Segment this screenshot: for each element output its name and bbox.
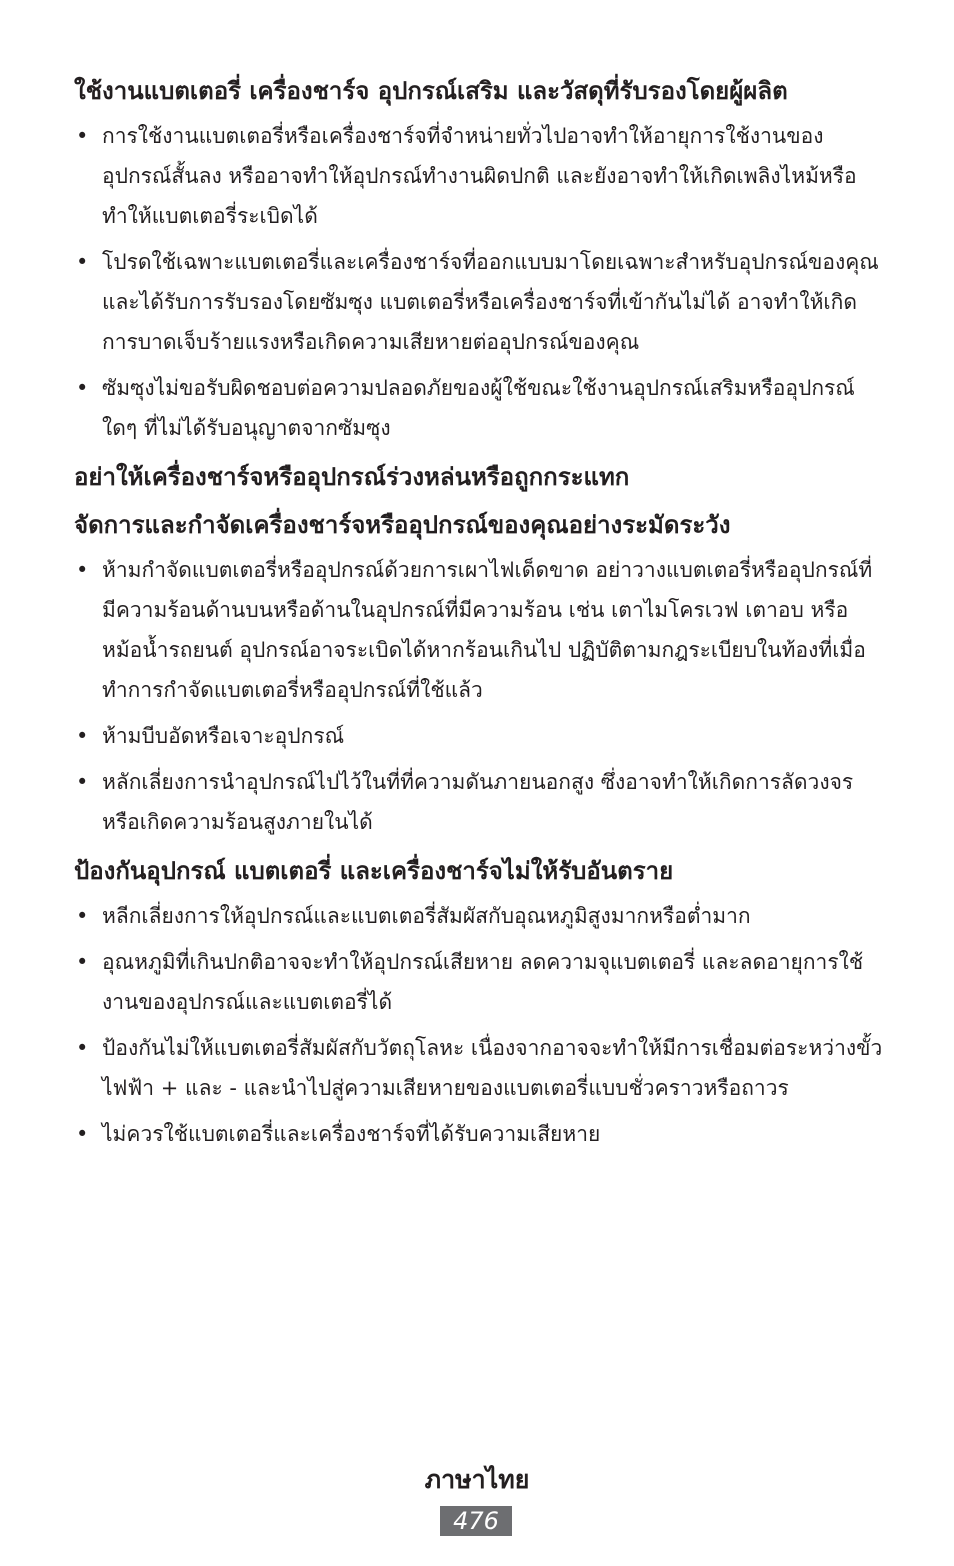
bullet-dot: • [76,124,89,148]
section-manufacturer-approved [74,72,884,448]
list-item-text: อุณหภูมิที่เกินปกติอาจจะทำให้อุปกรณ์เสียหาย ลดความจุแบตเตอรี่ และลดอายุการใช้งานของอุปกรณ์และแบตเตอรี่ได้ [102,950,864,1014]
list-item [74,896,884,936]
section-drop-warning [74,458,884,496]
bullet-dot: • [76,1036,89,1060]
list-item-text: ห้ามกำจัดแบตเตอรี่หรืออุปกรณ์ด้วยการเผาไฟเด็ดขาด อย่าวางแบตเตอรี่หรืออุปกรณ์ที่มีความร้อนด้านบนหรือด้านในอุปกรณ์ที่มีความร้อน เช่น เตาไมโครเวฟ เตาอบ หรือหม้อน้ำรถยนต์ อุปกรณ์อาจระเบิดได้หากร้อนเกินไป ปฏิบัติตามกฎระเบียบในท้องที่เมื่อทำการกำจัดแบตเตอรี่หรืออุปกรณ์ที่ใช้แล้ว [102,558,873,702]
bullet-list [74,896,884,1154]
list-item [74,716,884,756]
bullet-dot: • [76,1122,89,1146]
list-item [74,116,884,236]
list-item-text: ห้ามบีบอัดหรือเจาะอุปกรณ์ [102,724,345,748]
section-heading: ใช้งานแบตเตอรี่ เครื่องชาร์จ อุปกรณ์เสริม และวัสดุที่รับรองโดยผู้ผลิต [74,77,788,105]
footer-language-label: ภาษาไทย [424,1465,530,1494]
list-item [74,242,884,362]
section-heading: จัดการและกำจัดเครื่องชาร์จหรืออุปกรณ์ของคุณอย่างระมัดระวัง [74,511,731,539]
bullet-dot: • [76,770,89,794]
list-item [74,1028,884,1108]
list-item [74,368,884,448]
section-heading: อย่าให้เครื่องชาร์จหรืออุปกรณ์ร่วงหล่นหรือถูกกระแทก [74,463,630,491]
section-heading: ป้องกันอุปกรณ์ แบตเตอรี่ และเครื่องชาร์จไม่ให้รับอันตราย [74,857,674,885]
list-item-text: ไม่ควรใช้แบตเตอรี่และเครื่องชาร์จที่ได้รับความเสียหาย [102,1122,601,1146]
bullet-dot: • [76,558,89,582]
list-item-text: ป้องกันไม่ให้แบตเตอรี่สัมผัสกับวัตถุโลหะ เนื่องจากอาจจะทำให้มีการเชื่อมต่อระหว่างขั้วไฟฟ้า + และ - และนำไปสู่ความเสียหายของแบตเตอรี่แบบชั่วคราวหรือถาวร [102,1036,883,1100]
bullet-dot: • [76,250,89,274]
page-number-badge: 476 [440,1506,512,1536]
list-item-text: หลักเลี่ยงการนำอุปกรณ์ไปไว้ในที่ที่ความดันภายนอกสูง ซึ่งอาจทำให้เกิดการลัดวงจรหรือเกิดความร้อนสูงภายในได้ [102,770,854,834]
page-content [74,72,884,1164]
bullet-dot: • [76,376,89,400]
list-item [74,762,884,842]
section-protect-device [74,852,884,1154]
list-item-text: หลีกเลี่ยงการให้อุปกรณ์และแบตเตอรี่สัมผัสกับอุณหภูมิสูงมากหรือต่ำมาก [102,904,751,928]
section-disposal [74,506,884,842]
bullet-list [74,116,884,448]
bullet-dot: • [76,904,89,928]
list-item-text: โปรดใช้เฉพาะแบตเตอรี่และเครื่องชาร์จที่ออกแบบมาโดยเฉพาะสำหรับอุปกรณ์ของคุณและได้รับการรับรองโดยซัมซุง แบตเตอรี่หรือเครื่องชาร์จที่เข้ากันไม่ได้ อาจทำให้เกิดการบาดเจ็บร้ายแรงหรือเกิดความเสียหายต่ออุปกรณ์ของคุณ [102,250,879,354]
bullet-dot: • [76,724,89,748]
list-item [74,1114,884,1154]
bullet-dot: • [76,950,89,974]
list-item [74,942,884,1022]
list-item-text: ซัมซุงไม่ขอรับผิดชอบต่อความปลอดภัยของผู้ใช้ขณะใช้งานอุปกรณ์เสริมหรืออุปกรณ์ใดๆ ที่ไม่ได้รับอนุญาตจากซัมซุง [102,376,855,440]
list-item-text: การใช้งานแบตเตอรี่หรือเครื่องชาร์จที่จำหน่ายทั่วไปอาจทำให้อายุการใช้งานของอุปกรณ์สั้นลง หรืออาจทำให้อุปกรณ์ทำงานผิดปกติ และยังอาจทำให้เกิดเพลิงไหม้หรือทำให้แบตเตอรี่ระเบิดได้ [102,124,857,228]
list-item [74,550,884,710]
bullet-list [74,550,884,842]
